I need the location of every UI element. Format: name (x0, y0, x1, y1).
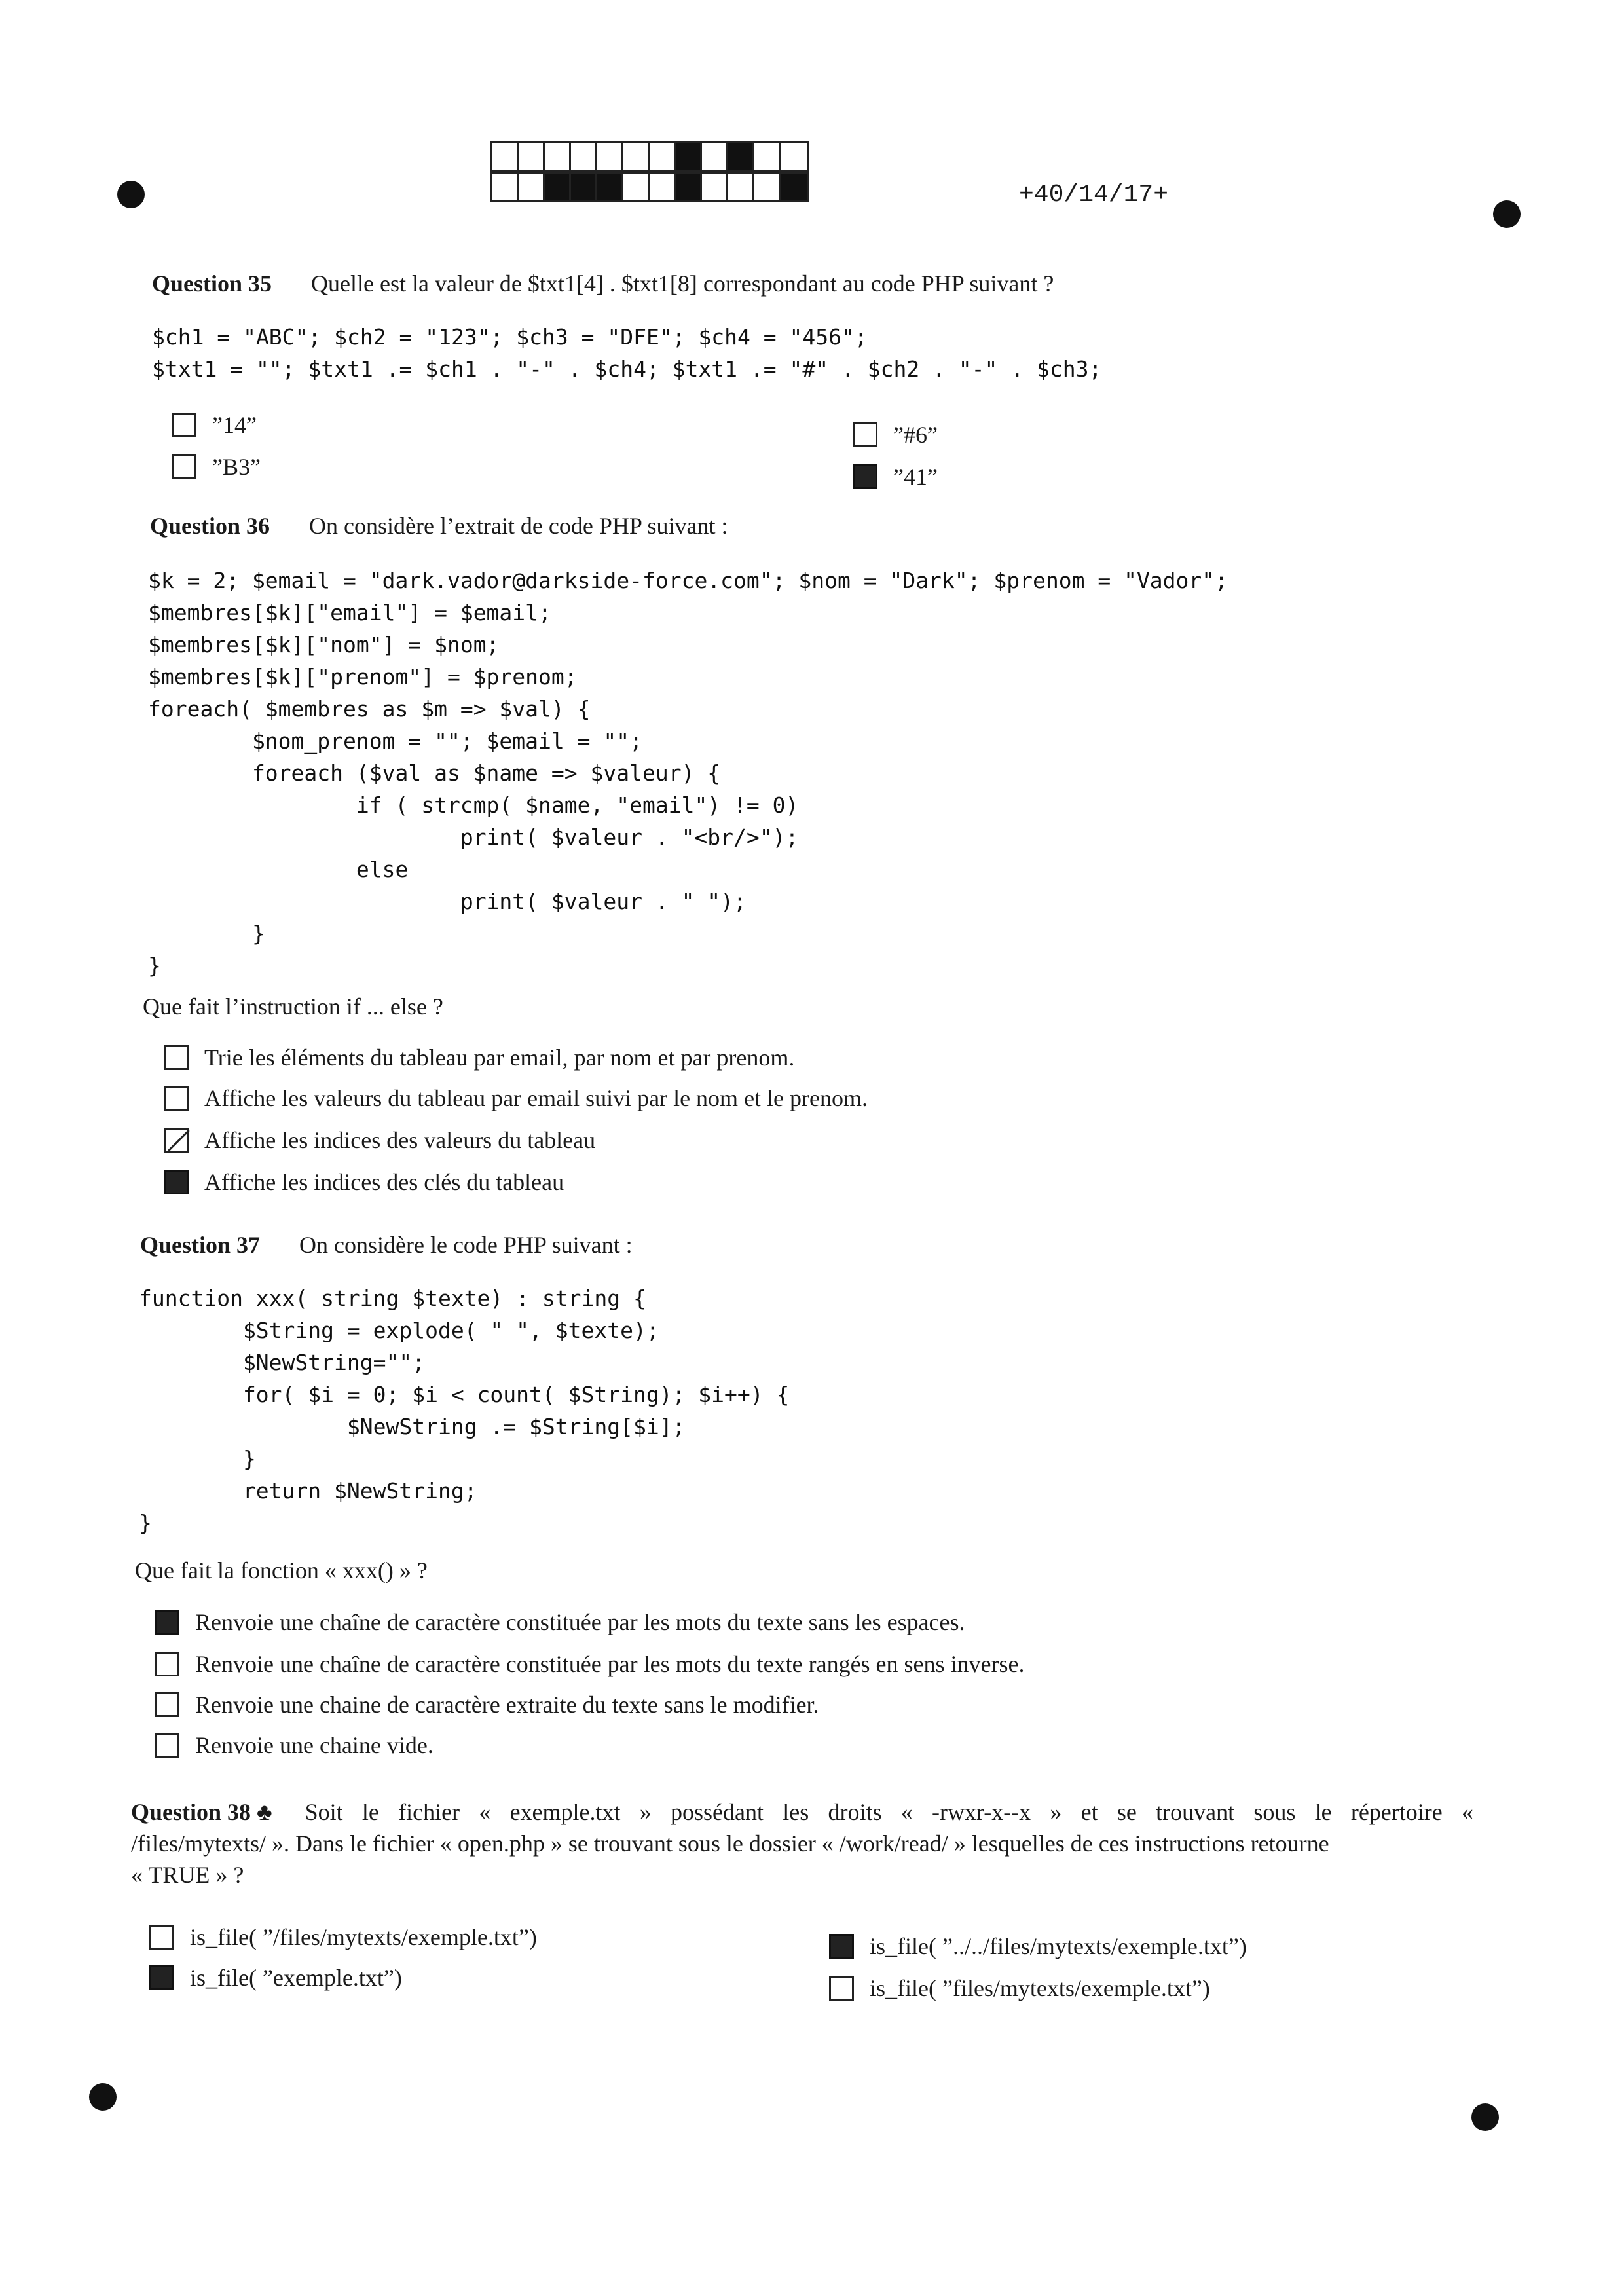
answer-option[interactable] (155, 1650, 1025, 1678)
question-prompt: On considère l’extrait de code PHP suivant : (309, 513, 728, 539)
barcode-cell (519, 143, 545, 170)
checkbox[interactable] (149, 1925, 174, 1950)
answer-option[interactable] (172, 453, 261, 481)
checkbox[interactable] (155, 1692, 179, 1717)
answer-label: Affiche les valeurs du tableau par email suivi par le nom et le prenom. (204, 1085, 868, 1111)
answer-label: ”B3” (212, 454, 261, 480)
checkbox[interactable] (829, 1976, 854, 2001)
barcode-cell (650, 174, 676, 200)
checkbox[interactable] (829, 1934, 854, 1959)
question-37-header (140, 1231, 633, 1259)
checkbox[interactable] (172, 454, 196, 479)
barcode-cell (781, 143, 807, 170)
barcode-cell (702, 174, 728, 200)
answer-option[interactable] (164, 1084, 868, 1112)
checkbox[interactable] (155, 1652, 179, 1676)
answer-label: is_file( ”files/mytexts/exemple.txt”) (870, 1975, 1210, 2001)
code-block-q35: $ch1 = "ABC"; $ch2 = "123"; $ch3 = "DFE"; $ch4 = "456"; $txt1 = ""; $txt1 .= $ch1 . "-" . $ch4; $txt1 .= "#" . $ch2 . "-" . $ch3; (152, 324, 1102, 382)
question-prompt: On considère le code PHP suivant : (299, 1232, 633, 1258)
question-subprompt: Que fait l’instruction if ... else ? (143, 993, 443, 1020)
answer-label: is_file( ”../../files/mytexts/exemple.txt”) (870, 1933, 1247, 1959)
barcode-cell (597, 174, 623, 200)
barcode-cell (623, 143, 650, 170)
barcode-cell (492, 174, 519, 200)
answer-label: ”41” (893, 464, 938, 490)
question-subprompt: Que fait la fonction « xxx() » ? (135, 1557, 428, 1583)
question-label: Question 38 ♣ (131, 1799, 272, 1825)
barcode-cell (492, 143, 519, 170)
barcode-cell (650, 143, 676, 170)
answer-label: ”14” (212, 412, 257, 438)
answer-label: Renvoie une chaine de caractère extraite du texte sans le modifier. (195, 1692, 819, 1718)
checkbox[interactable] (172, 413, 196, 437)
question-prompt: Quelle est la valeur de $txt1[4] . $txt1[8] correspondant au code PHP suivant ? (311, 270, 1054, 297)
barcode-cell (571, 174, 597, 200)
answer-option[interactable] (853, 463, 938, 491)
answer-option[interactable] (149, 1923, 537, 1951)
checkbox[interactable] (149, 1965, 174, 1990)
barcode-bottom (490, 172, 809, 202)
checkbox[interactable] (155, 1610, 179, 1635)
answer-label: Affiche les indices des clés du tableau (204, 1169, 564, 1195)
code-block-q36: $k = 2; $email = "dark.vador@darkside-force.com"; $nom = "Dark"; $prenom = "Vador"; $membres[$k]["email"] = $email; $membres[$k]["nom"] = $nom; $membres[$k]["prenom"] = $prenom; foreach( $membres as $m => $val) { $nom_prenom = ""; $email = ""; foreach ($val as $name => $valeur) { if ( strcmp( $name, "email") != 0) print( $valeur . "<br/>"); else print( $valeur . " "); } } (148, 568, 1228, 978)
answer-option[interactable] (853, 421, 938, 449)
barcode-cell (754, 174, 781, 200)
question-prompt-line-3: « TRUE » ? (131, 1862, 244, 1888)
barcode-cell (781, 174, 807, 200)
answer-option[interactable] (155, 1731, 434, 1759)
answer-option[interactable] (149, 1964, 402, 1991)
barcode-cell (754, 143, 781, 170)
answer-label: Renvoie une chaine vide. (195, 1732, 434, 1758)
answer-option[interactable] (829, 1974, 1210, 2002)
barcode-cell (519, 174, 545, 200)
barcode-cell (545, 143, 571, 170)
answer-option[interactable] (164, 1044, 794, 1071)
registration-mark-top-left (117, 181, 145, 208)
registration-mark-bottom-right (1471, 2103, 1499, 2131)
answer-option[interactable] (155, 1608, 965, 1636)
registration-mark-top-right (1493, 200, 1521, 228)
question-prompt-line-1: Soit le fichier « exemple.txt » possédant les droits « -rwxr-x--x » et se trouvant sous le répertoire « (304, 1799, 1473, 1825)
barcode-cell (623, 174, 650, 200)
checkbox[interactable] (164, 1086, 189, 1111)
answer-label: Affiche les indices des valeurs du tableau (204, 1127, 596, 1153)
checkbox[interactable] (164, 1128, 189, 1153)
question-prompt-line-2: /files/mytexts/ ». Dans le fichier « open.php » se trouvant sous le dossier « /work/read/ » lesquelles de ces instructions retourne (131, 1830, 1329, 1857)
code-block-q37: function xxx( string $texte) : string { $String = explode( " ", $texte); $NewString=""; for( $i = 0; $i < count( $String); $i++) { $NewString .= $String[$i]; } return $NewString; } (139, 1286, 790, 1536)
answer-option[interactable] (829, 1933, 1247, 1960)
registration-mark-bottom-left (89, 2083, 117, 2111)
barcode-cell (702, 143, 728, 170)
answer-option[interactable] (164, 1168, 564, 1196)
checkbox[interactable] (853, 464, 877, 489)
checkbox[interactable] (155, 1733, 179, 1758)
answer-label: is_file( ”/files/mytexts/exemple.txt”) (190, 1924, 537, 1950)
page-id: +40/14/17+ (1019, 181, 1169, 209)
barcode-cell (728, 143, 754, 170)
answer-label: Renvoie une chaîne de caractère constituée par les mots du texte rangés en sens inverse. (195, 1651, 1025, 1677)
checkbox[interactable] (164, 1170, 189, 1194)
barcode-cell (728, 174, 754, 200)
barcode-cell (676, 143, 702, 170)
question-label: Question 36 (150, 513, 270, 539)
checkbox[interactable] (164, 1045, 189, 1070)
barcode-cell (676, 174, 702, 200)
question-label: Question 35 (152, 270, 272, 297)
answer-label: ”#6” (893, 422, 938, 448)
checkbox[interactable] (853, 422, 877, 447)
barcode-cell (597, 143, 623, 170)
barcode-cell (545, 174, 571, 200)
answer-option[interactable] (164, 1126, 595, 1154)
question-36-header (150, 512, 728, 540)
answer-label: is_file( ”exemple.txt”) (190, 1965, 402, 1991)
question-label: Question 37 (140, 1232, 261, 1258)
answer-option[interactable] (172, 411, 257, 439)
barcode-cell (571, 143, 597, 170)
barcode-top (490, 141, 809, 172)
answer-label: Renvoie une chaîne de caractère constituée par les mots du texte sans les espaces. (195, 1609, 965, 1635)
answer-label: Trie les éléments du tableau par email, par nom et par prenom. (204, 1045, 795, 1071)
question-38-header (131, 1798, 1473, 1889)
question-35-header (152, 270, 1054, 297)
answer-option[interactable] (155, 1691, 819, 1718)
